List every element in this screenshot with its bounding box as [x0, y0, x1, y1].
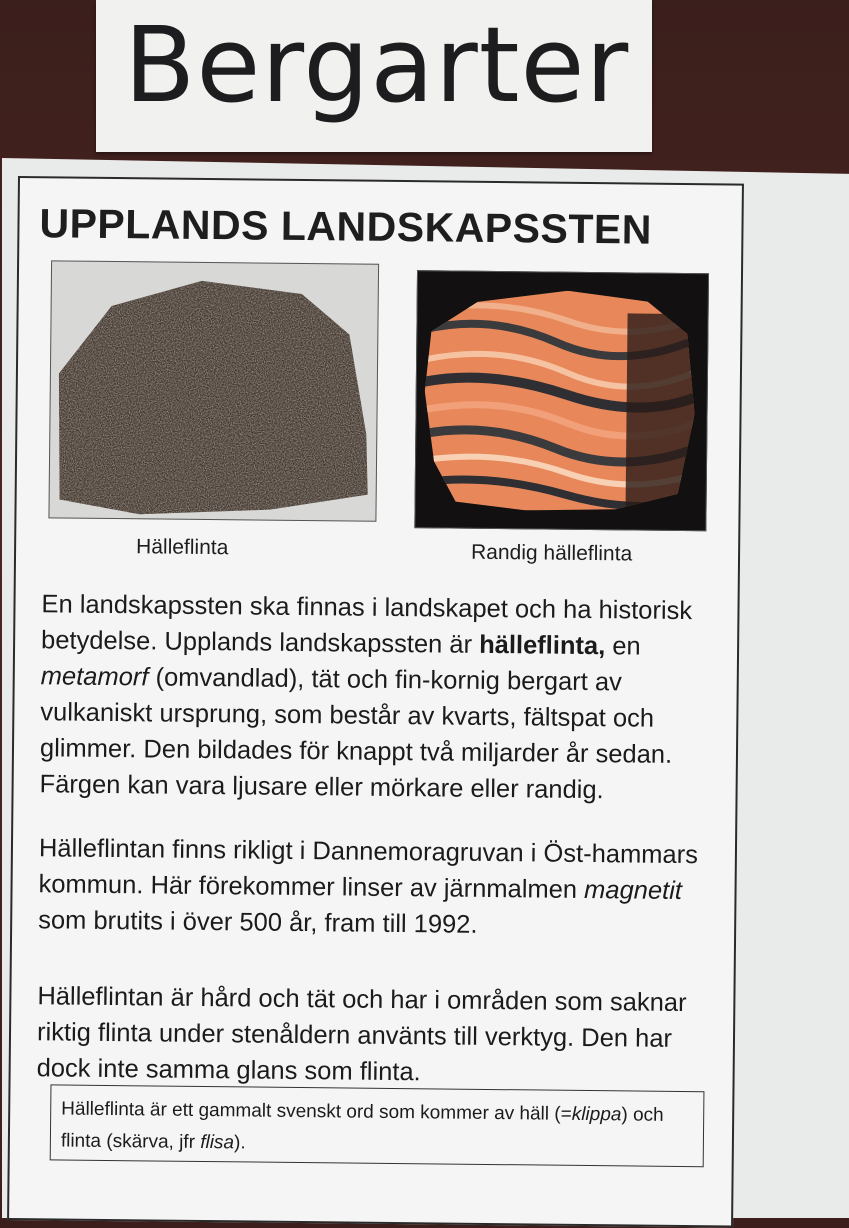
p1-text-e: (omvandlad), tät och fin-kornig bergart av vulkaniskt ursprung, som består av kvarts, fältspat och glimmer. Den bildades för knappt två miljarder år sedan. Färgen kan vara ljusare eller mörkare eller randig.	[39, 663, 673, 805]
note-italic-2: flisa	[200, 1131, 235, 1154]
photo-caption-1: Hälleflinta	[136, 535, 229, 560]
p1-bold-term: hälleflinta,	[479, 630, 606, 661]
title-sign	[96, 0, 652, 152]
note-text-e: ).	[233, 1132, 246, 1154]
sign-title: Bergarter	[124, 4, 630, 126]
p1-text-a: En landskapssten ska finnas i landskapet och ha historisk betydelse. Upplands landskapssten är	[40, 590, 693, 659]
note-text-c: ) och flinta (skärva, jfr	[60, 1104, 664, 1153]
paragraph-location	[38, 830, 709, 945]
note-text-a: Hälleflinta är ett gammalt svenskt ord som kommer av häll (=	[61, 1098, 572, 1125]
p2-italic-term: magnetit	[583, 875, 683, 905]
panel-heading: UPPLANDS LANDSKAPSSTEN	[39, 200, 653, 253]
paragraph-origin	[39, 586, 711, 809]
info-panel	[7, 176, 744, 1228]
photo-caption-2: Randig hälleflinta	[470, 540, 633, 566]
note-italic-1: klippa	[571, 1103, 622, 1126]
randig-halleflinta-photo	[414, 270, 709, 531]
p2-text-a: Hälleflintan finns rikligt i Dannemoragruvan i Öst-hammars kommun. Här förekommer linser av järnmalmen	[38, 834, 699, 904]
p1-italic-term: metamorf	[40, 662, 149, 692]
p1-text-c: en	[605, 632, 641, 661]
p2-text-c: som brutits i över 500 år, fram till 1992.	[38, 906, 478, 939]
halleflinta-photo	[48, 260, 379, 521]
etymology-note	[50, 1084, 705, 1167]
paragraph-usage: Hälleflintan är hård och tät och har i områden som saknar riktig flinta under stenåldern använts till verktyg. Den har dock inte samma glans som flinta.	[36, 982, 687, 1087]
